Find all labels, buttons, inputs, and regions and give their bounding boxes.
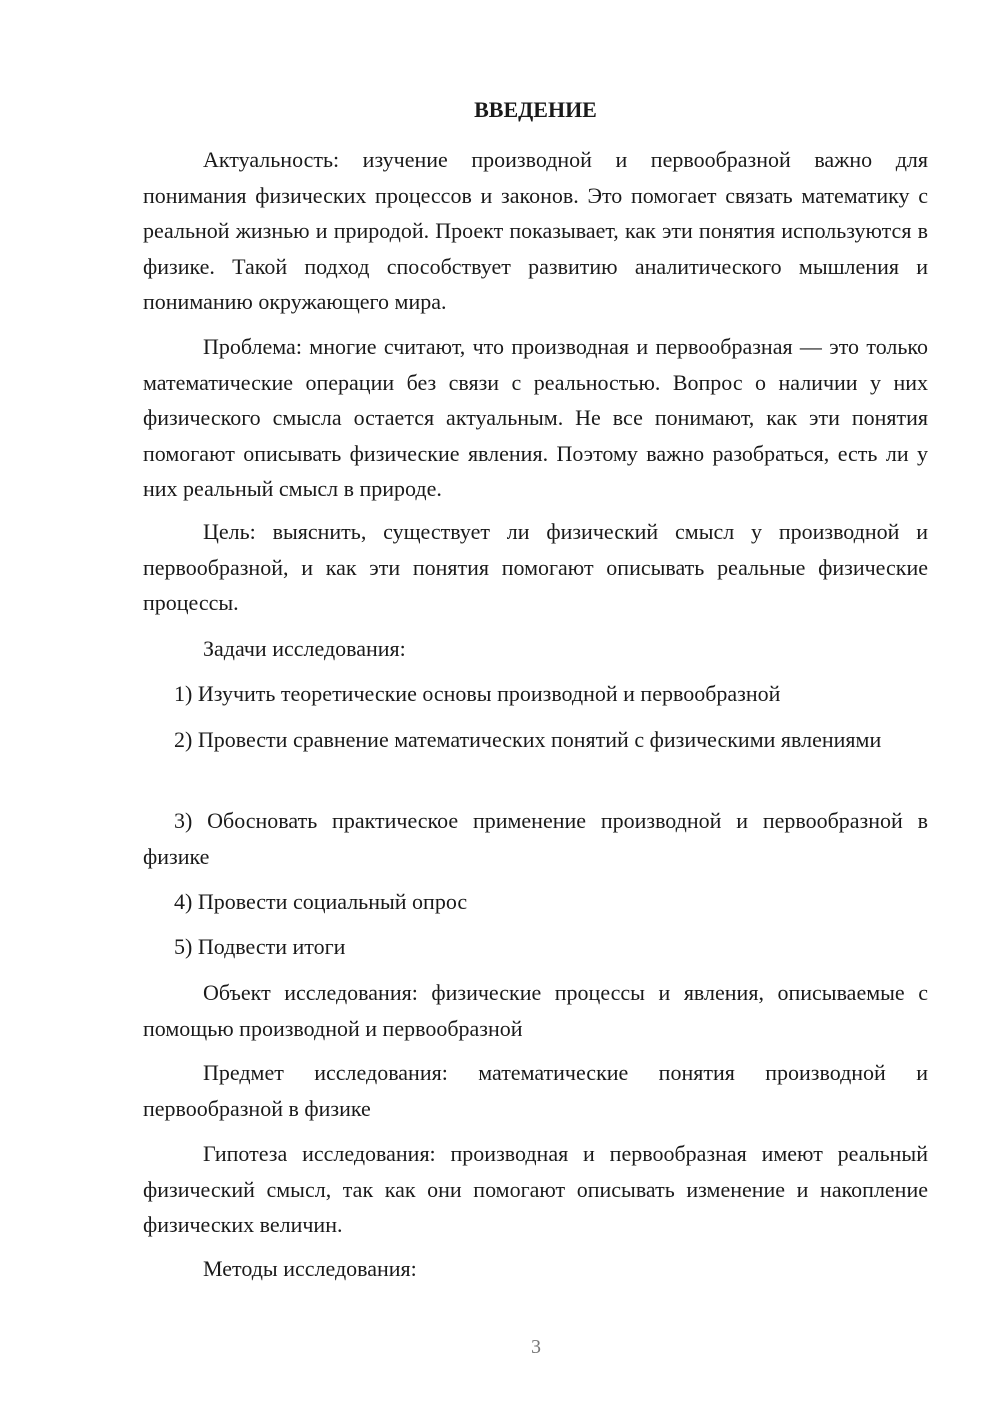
subject-paragraph: Предмет исследования: математические понятия производной и первообразной в физике <box>143 1060 928 1121</box>
task-item-5: 5) Подвести итоги <box>174 934 346 959</box>
goal-paragraph: Цель: выяснить, существует ли физический смысл у производной и первообразной, и как эти понятия помогают описывать реальные физические процессы. <box>143 519 928 615</box>
task-item-4: 4) Провести социальный опрос <box>174 889 468 914</box>
task-item-2: 2) Провести сравнение математических понятий с физическими явлениями <box>174 727 882 752</box>
object-paragraph: Объект исследования: физические процессы и явления, описываемые с помощью производной и первообразной <box>143 980 928 1041</box>
methods-heading: Методы исследования: <box>203 1256 417 1281</box>
relevance-paragraph: Актуальность: изучение производной и первообразной важно для понимания физических процессов и законов. Это помогает связать математику с реальной жизнью и природой. Проект показывает, как эти понятия используются в физике. Такой подход способствует развитию аналитического мышления и пониманию окружающего мира. <box>143 147 928 314</box>
tasks-heading: Задачи исследования: <box>203 636 406 661</box>
hypothesis-paragraph: Гипотеза исследования: производная и первообразная имеют реальный физический смысл, так как они помогают описывать изменение и накопление физических величин. <box>143 1141 928 1237</box>
section-heading: ВВЕДЕНИЕ <box>474 97 597 122</box>
problem-paragraph: Проблема: многие считают, что производная и первообразная — это только математические операции без связи с реальностью. Вопрос о наличии у них физического смысла остается актуальным. Не все понимают, как эти понятия помогают описывать физические явления. Поэтому важно разобраться, есть ли у них реальный смысл в природе. <box>143 334 928 501</box>
task-item-1: 1) Изучить теоретические основы производной и первообразной <box>174 681 781 706</box>
task-item-3: 3) Обосновать практическое применение производной и первообразной в физике <box>143 808 928 869</box>
page-number: 3 <box>531 1336 541 1358</box>
